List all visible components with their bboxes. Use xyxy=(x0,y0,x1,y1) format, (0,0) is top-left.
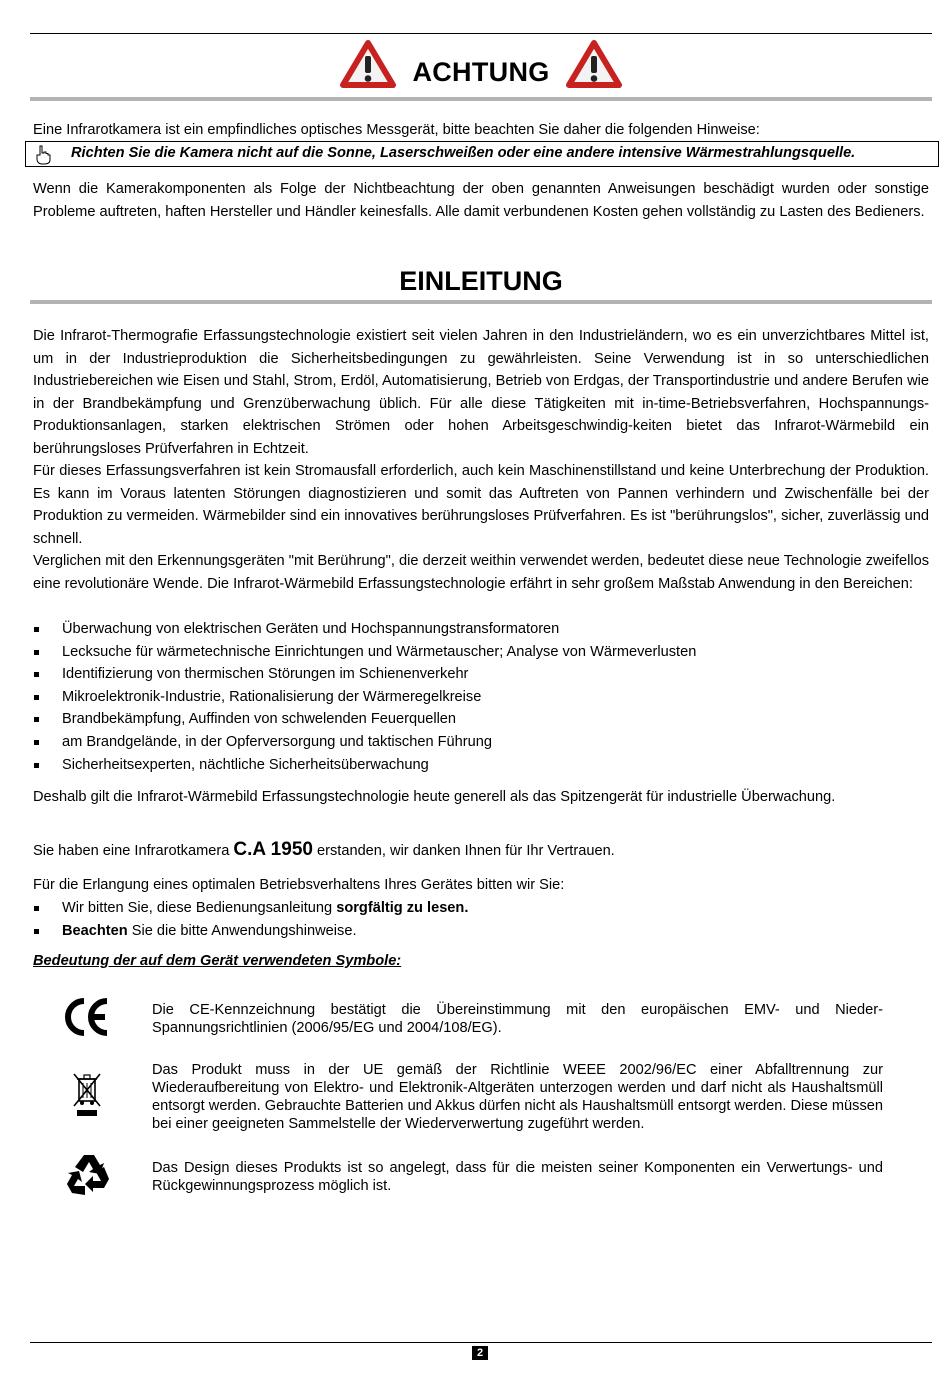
list-item: Brandbekämpfung, Auffinden von schwelenden Feuerquellen xyxy=(33,708,696,731)
introduction-title: EINLEITUNG xyxy=(399,266,563,296)
bottom-rule xyxy=(30,1342,932,1343)
liability-paragraph: Wenn die Kamerakomponenten als Folge der Nichtbeachtung der oben genannten Anweisungen beschädigt wurden oder sonstige Probleme auftreten, haften Hersteller und Händler keinesfalls. Alle damit verbundenen Kosten gehen vollständig zu Lasten des Bedieners. xyxy=(33,181,929,220)
advice-item-1-text: Wir bitten Sie, diese Bedienungsanleitung xyxy=(62,900,337,916)
section-divider xyxy=(30,300,932,304)
list-item: Überwachung von elektrischen Geräten und Hochspannungstransformatoren xyxy=(33,618,696,641)
symbols-heading: Bedeutung der auf dem Gerät verwendeten Symbole: xyxy=(33,953,402,969)
weee-crossed-bin-icon xyxy=(70,1070,104,1125)
list-item: am Brandgelände, in der Opferversorgung und taktischen Führung xyxy=(33,731,696,754)
intro-paragraph-1: Die Infrarot-Thermografie Erfassungstechnologie existiert seit vielen Jahren in den Industrieländern, wo es ein unverzichtbares Mittel ist, um in der Industrieproduktion die Sicherheitsbedingungen zu gewährleisten. Seine Verwendung ist in so unterschiedlichen Industriebereichen wie Eisen und Stahl, Strom, Erdöl, Automatisierung, Betrieb von Erdgas, der Transportindustrie und andere Berufen wie in der Brandbekämpfung und Grenzüberwachung üblich. Für alle diese Tätigkeiten mit in-time-Betriebsverfahren, Hochspannungs-Produktionsanlagen, starken elektrischen Strömen oder hohen Arbeitsgeschwindig-keiten bietet das Infrarot-Wärmebild ein berührungsloses Prüfverfahren in Echtzeit. xyxy=(33,328,929,457)
recycling-icon xyxy=(64,1152,114,1203)
warning-intro: Eine Infrarotkamera ist ein empfindliches optisches Messgerät, bitte beachten Sie daher die folgenden Hinweise: xyxy=(33,122,760,138)
list-item xyxy=(33,897,468,920)
warning-triangle-icon xyxy=(566,40,622,93)
list-item xyxy=(33,920,468,943)
list-item: Lecksuche für wärmetechnische Einrichtungen und Wärmetauscher; Analyse von Wärmeverlusten xyxy=(33,641,696,664)
section-divider xyxy=(30,97,932,101)
ce-mark-icon xyxy=(62,994,112,1045)
intro-paragraph-2: Für dieses Erfassungsverfahren ist kein Stromausfall erforderlich, auch kein Maschinenstillstand und keine Unterbrechung der Produktion. Es kann im Voraus latenten Störungen diagnostizieren und somit das Auftreten von Pannen verhindern und Zwischenfälle bei der Produktion zu vermeiden. Wärmebilder sind ein innovatives berührungsloses Prüfverfahren. Es ist "berührungslos", sicher, zuverlässig und schnell. xyxy=(33,463,929,547)
recycling-description: Das Design dieses Produkts ist so angelegt, dass für die meisten seiner Komponenten ein Verwertungs- und Rückgewinnungsprozess möglich ist. xyxy=(152,1160,883,1194)
advice-item-1-bold: sorgfältig zu lesen. xyxy=(336,900,469,916)
intro-paragraph-3: Verglichen mit den Erkennungsgeräten "mit Berührung", die derzeit weithin verwendet werden, bedeutet diese neue Technologie zweifellos eine revolutionäre Wende. Die Infrarot-Wärmebild Erfassungstechnologie erfährt in sehr großem Maßstab Anwendung in den Bereichen: xyxy=(33,553,929,592)
thanks-line xyxy=(33,839,929,863)
pointing-hand-icon xyxy=(34,145,52,170)
list-item: Sicherheitsexperten, nächtliche Sicherheitsüberwachung xyxy=(33,754,696,777)
intro-conclusion: Deshalb gilt die Infrarot-Wärmebild Erfassungstechnologie heute generell als das Spitzengerät für industrielle Überwachung. xyxy=(33,789,836,805)
warning-title-row xyxy=(30,40,932,96)
advice-item-2-bold: Beachten xyxy=(62,922,128,939)
warning-triangle-icon xyxy=(340,40,396,93)
weee-description: Das Produkt muss in der UE gemäß der Richtlinie WEEE 2002/96/EC einer Abfalltrennung zur Wiederaufbereitung von Elektro- und Elektronik-Altgeräten unterzogen werden und darf nicht als Haushaltsmüll entsorgt werden. Gebrauchte Batterien und Akkus dürfen nicht als Haushaltsmüll entsorgt werden. Diese müssen bei einer geeigneten Sammelstelle der Wiederverwertung zugeführt werden. xyxy=(152,1062,883,1132)
notice-box xyxy=(25,141,939,167)
advice-item-2-text: Sie die bitte Anwendungshinweise. xyxy=(127,922,357,939)
advice-list xyxy=(33,897,468,942)
thanks-text-before: Sie haben eine Infrarotkamera xyxy=(33,843,234,859)
model-name: C.A 1950 xyxy=(233,839,313,860)
list-item: Mikroelektronik-Industrie, Rationalisierung der Wärmeregelkreise xyxy=(33,686,696,709)
page-number: 2 xyxy=(472,1346,488,1360)
warning-title: ACHTUNG xyxy=(412,57,550,87)
notice-text: Richten Sie die Kamera nicht auf die Sonne, Laserschweißen oder eine andere intensive Wärmestrahlungsquelle. xyxy=(71,145,856,161)
application-areas-list xyxy=(33,618,696,776)
top-rule xyxy=(30,33,932,34)
advice-intro: Für die Erlangung eines optimalen Betriebsverhaltens Ihres Gerätes bitten wir Sie: xyxy=(33,877,565,893)
list-item: Identifizierung von thermischen Störungen im Schienenverkehr xyxy=(33,663,696,686)
ce-description: Die CE-Kennzeichnung bestätigt die Übereinstimmung mit den europäischen EMV- und Nieder-Spannungsrichtlinien (2006/95/EG und 2004/108/EG). xyxy=(152,1002,883,1036)
thanks-text-after: erstanden, wir danken Ihnen für Ihr Vertrauen. xyxy=(312,843,615,859)
